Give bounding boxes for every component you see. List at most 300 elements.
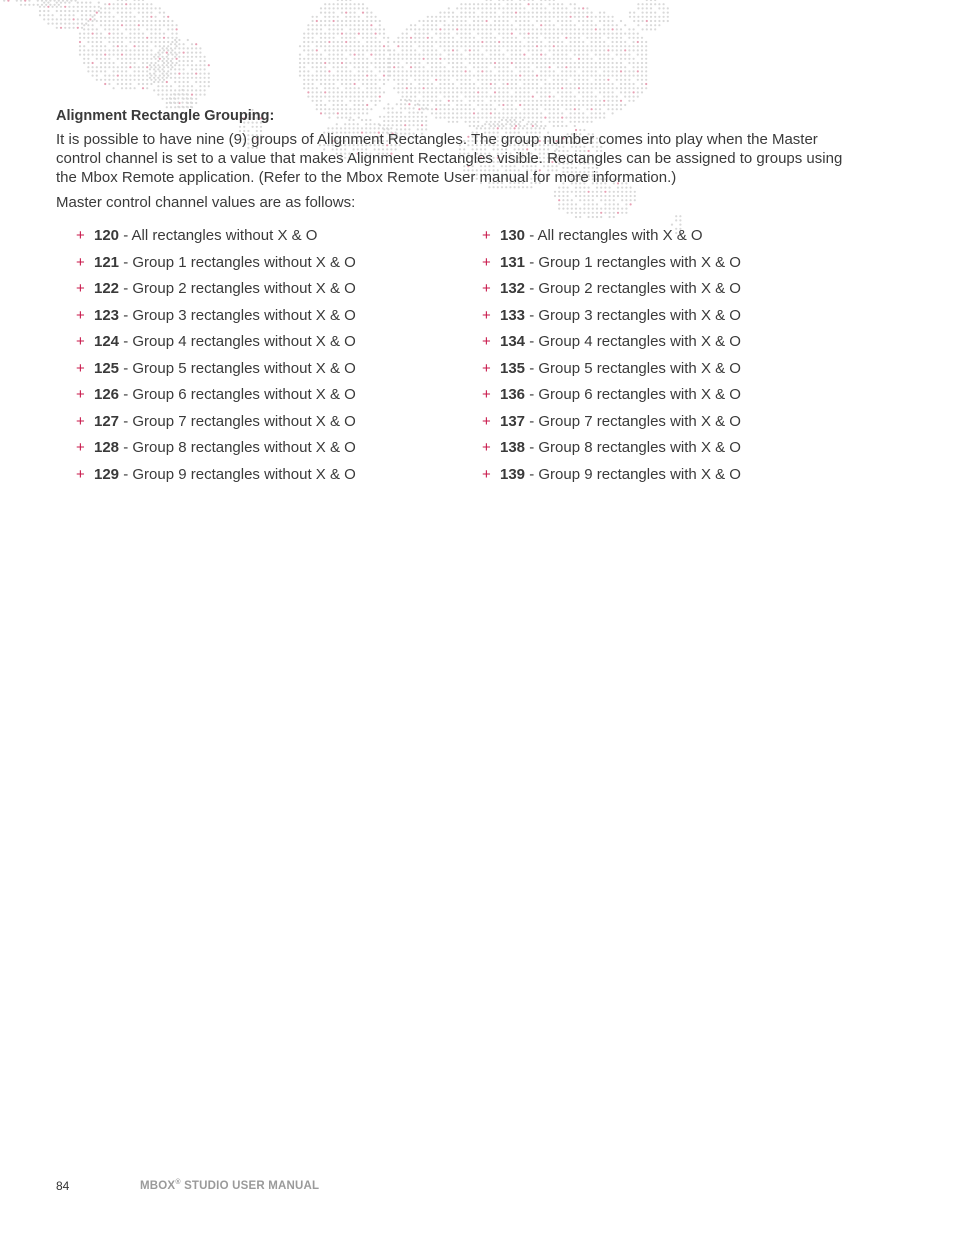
map-dot (337, 58, 339, 60)
map-dot (439, 20, 441, 22)
map-dot (191, 56, 193, 58)
map-dot (452, 87, 454, 89)
map-dot (418, 104, 420, 106)
map-dot (486, 96, 488, 98)
map-dot (469, 7, 471, 9)
map-dot (427, 20, 429, 22)
map-dot (362, 66, 364, 68)
map-dot (414, 24, 416, 26)
map-dot (444, 79, 446, 81)
map-dot (612, 83, 614, 85)
map-dot (612, 37, 614, 39)
map-dot (586, 33, 588, 35)
map-dot (333, 62, 335, 64)
map-dot (586, 66, 588, 68)
map-dot (324, 24, 326, 26)
map-dot (375, 49, 377, 51)
map-dot (121, 12, 123, 14)
map-dot (465, 49, 467, 51)
map-dot (397, 41, 399, 43)
map-dot (43, 18, 45, 20)
map-dot (477, 58, 479, 60)
map-dot (121, 79, 123, 81)
map-dot (345, 91, 347, 93)
map-dot (20, 0, 22, 2)
map-dot (570, 83, 572, 85)
map-dot (129, 83, 131, 85)
map-dot (406, 41, 408, 43)
map-dot (612, 45, 614, 47)
map-dot (561, 100, 563, 102)
map-dot (117, 49, 119, 51)
map-dot (150, 66, 152, 68)
map-dot (406, 96, 408, 98)
plus-bullet-icon: + (76, 386, 85, 403)
map-dot (477, 7, 479, 9)
map-dot (561, 20, 563, 22)
map-dot (199, 47, 201, 49)
map-dot (362, 49, 364, 51)
map-dot (125, 75, 127, 77)
map-dot (528, 0, 530, 1)
map-dot (641, 91, 643, 93)
map-dot (515, 7, 517, 9)
map-dot (354, 16, 356, 18)
map-dot (150, 54, 152, 56)
map-dot (333, 96, 335, 98)
map-dot (402, 58, 404, 60)
map-dot (146, 58, 148, 60)
map-dot (650, 0, 652, 1)
map-dot (515, 41, 517, 43)
map-dot (410, 70, 412, 72)
map-dot (515, 79, 517, 81)
map-dot (43, 10, 45, 12)
map-dot (460, 7, 462, 9)
map-dot (138, 12, 140, 14)
map-dot (507, 91, 509, 93)
map-dot (452, 83, 454, 85)
map-dot (345, 7, 347, 9)
map-dot (540, 62, 542, 64)
map-dot (176, 41, 178, 43)
map-dot (178, 81, 180, 83)
map-dot (366, 66, 368, 68)
map-dot (465, 75, 467, 77)
map-dot (452, 45, 454, 47)
map-dot (654, 0, 656, 1)
map-dot (163, 41, 165, 43)
map-dot (187, 64, 189, 66)
map-dot (515, 58, 517, 60)
map-dot (570, 41, 572, 43)
map-dot (125, 24, 127, 26)
map-dot (586, 83, 588, 85)
map-dot (83, 45, 85, 47)
map-dot (174, 64, 176, 66)
map-dot (515, 45, 517, 47)
map-dot (73, 18, 75, 20)
map-dot (490, 41, 492, 43)
map-dot (113, 7, 115, 9)
map-dot (121, 70, 123, 72)
map-dot (565, 49, 567, 51)
map-dot (125, 79, 127, 81)
map-dot (199, 89, 201, 91)
plus-bullet-icon: + (76, 439, 85, 456)
map-dot (561, 54, 563, 56)
map-dot (486, 0, 488, 1)
map-dot (96, 70, 98, 72)
map-dot (178, 47, 180, 49)
map-dot (528, 87, 530, 89)
map-dot (494, 12, 496, 14)
map-dot (565, 79, 567, 81)
map-dot (439, 54, 441, 56)
map-dot (486, 41, 488, 43)
map-dot (187, 52, 189, 54)
map-dot (320, 83, 322, 85)
map-dot (532, 62, 534, 64)
map-dot (507, 0, 509, 1)
map-dot (557, 100, 559, 102)
map-dot (414, 100, 416, 102)
value-description: - Group 4 rectangles without X & O (119, 333, 356, 350)
map-dot (490, 33, 492, 35)
map-dot (528, 66, 530, 68)
map-dot (163, 33, 165, 35)
map-dot (578, 79, 580, 81)
map-dot (358, 75, 360, 77)
map-dot (324, 70, 326, 72)
map-dot (523, 33, 525, 35)
map-dot (117, 54, 119, 56)
map-dot (603, 91, 605, 93)
map-dot (557, 33, 559, 35)
map-dot (341, 45, 343, 47)
map-dot (337, 0, 339, 1)
map-dot (582, 33, 584, 35)
map-dot (121, 24, 123, 26)
map-dot (616, 70, 618, 72)
map-dot (469, 96, 471, 98)
map-dot (595, 28, 597, 30)
map-dot (574, 104, 576, 106)
map-dot (150, 20, 152, 22)
map-dot (92, 70, 94, 72)
map-dot (628, 75, 630, 77)
map-dot (195, 43, 197, 45)
map-dot (448, 45, 450, 47)
map-dot (320, 37, 322, 39)
map-dot (414, 33, 416, 35)
map-dot (523, 0, 525, 1)
map-dot (586, 49, 588, 51)
map-dot (549, 12, 551, 14)
map-dot (586, 16, 588, 18)
map-dot (477, 16, 479, 18)
map-dot (448, 28, 450, 30)
map-dot (129, 37, 131, 39)
map-dot (448, 16, 450, 18)
map-dot (435, 54, 437, 56)
map-dot (328, 79, 330, 81)
map-dot (162, 98, 164, 100)
map-dot (64, 1, 66, 3)
map-dot (142, 0, 144, 1)
map-dot (595, 70, 597, 72)
map-dot (153, 56, 155, 58)
map-dot (134, 7, 136, 9)
map-dot (549, 83, 551, 85)
map-dot (574, 3, 576, 5)
map-dot (186, 93, 188, 95)
map-dot (333, 75, 335, 77)
map-dot (448, 41, 450, 43)
map-dot (60, 27, 62, 29)
map-dot (561, 62, 563, 64)
map-dot (366, 62, 368, 64)
map-dot (47, 1, 49, 3)
map-dot (349, 12, 351, 14)
map-dot (570, 70, 572, 72)
map-dot (354, 7, 356, 9)
map-dot (354, 41, 356, 43)
map-dot (486, 33, 488, 35)
map-dot (490, 16, 492, 18)
map-dot (129, 75, 131, 77)
map-dot (108, 58, 110, 60)
map-dot (406, 91, 408, 93)
map-dot (633, 62, 635, 64)
map-dot (620, 20, 622, 22)
map-dot (397, 87, 399, 89)
map-dot (612, 16, 614, 18)
map-dot (155, 62, 157, 64)
map-dot (544, 100, 546, 102)
map-dot (561, 12, 563, 14)
map-dot (117, 75, 119, 77)
map-dot (366, 79, 368, 81)
map-dot (507, 62, 509, 64)
map-dot (393, 66, 395, 68)
map-dot (393, 49, 395, 51)
map-dot (465, 12, 467, 14)
map-dot (312, 87, 314, 89)
map-dot (167, 70, 169, 72)
map-dot (523, 58, 525, 60)
map-dot (519, 100, 521, 102)
map-dot (153, 64, 155, 66)
map-dot (379, 24, 381, 26)
map-dot (337, 16, 339, 18)
map-dot (307, 58, 309, 60)
list-item (76, 253, 356, 280)
map-dot (121, 45, 123, 47)
map-dot (536, 100, 538, 102)
map-dot (379, 66, 381, 68)
map-dot (603, 54, 605, 56)
map-dot (456, 100, 458, 102)
map-dot (349, 79, 351, 81)
map-dot (362, 28, 364, 30)
map-dot (536, 79, 538, 81)
map-dot (170, 89, 172, 91)
map-dot (507, 104, 509, 106)
map-dot (157, 52, 159, 54)
map-dot (142, 41, 144, 43)
map-dot (565, 20, 567, 22)
value-code: 139 (500, 465, 526, 483)
map-dot (570, 66, 572, 68)
map-dot (54, 0, 56, 2)
map-dot (150, 83, 152, 85)
map-dot (379, 54, 381, 56)
map-dot (155, 20, 157, 22)
map-dot (431, 87, 433, 89)
map-dot (167, 16, 169, 18)
map-dot (507, 20, 509, 22)
map-dot (469, 45, 471, 47)
map-dot (150, 28, 152, 30)
map-dot (536, 83, 538, 85)
map-dot (570, 3, 572, 5)
map-dot (397, 58, 399, 60)
map-dot (465, 16, 467, 18)
map-dot (570, 12, 572, 14)
map-dot (208, 73, 210, 75)
map-dot (540, 28, 542, 30)
map-dot (574, 87, 576, 89)
map-dot (142, 75, 144, 77)
map-dot (183, 73, 185, 75)
map-dot (170, 52, 172, 54)
map-dot (177, 93, 179, 95)
map-dot (502, 16, 504, 18)
map-dot (448, 70, 450, 72)
map-dot (24, 0, 26, 2)
map-dot (159, 66, 161, 68)
value-code: 122 (94, 280, 120, 297)
value-description: - Group 5 rectangles without X & O (119, 359, 356, 377)
map-dot (490, 7, 492, 9)
map-dot (444, 91, 446, 93)
map-dot (511, 58, 513, 60)
map-dot (150, 41, 152, 43)
map-dot (523, 100, 525, 102)
map-dot (544, 24, 546, 26)
map-dot (383, 58, 385, 60)
map-dot (183, 47, 185, 49)
map-dot (108, 54, 110, 56)
map-dot (341, 37, 343, 39)
map-dot (456, 91, 458, 93)
map-dot (528, 70, 530, 72)
map-dot (519, 91, 521, 93)
map-dot (591, 41, 593, 43)
map-dot (146, 49, 148, 51)
map-dot (473, 49, 475, 51)
map-dot (452, 66, 454, 68)
map-dot (465, 79, 467, 81)
map-dot (469, 87, 471, 89)
map-dot (557, 12, 559, 14)
map-dot (414, 96, 416, 98)
map-dot (486, 49, 488, 51)
map-dot (383, 33, 385, 35)
map-dot (366, 87, 368, 89)
map-dot (612, 75, 614, 77)
map-dot (599, 54, 601, 56)
map-dot (43, 6, 45, 8)
map-dot (561, 75, 563, 77)
map-dot (553, 104, 555, 106)
map-dot (616, 33, 618, 35)
map-dot (121, 0, 123, 1)
map-dot (178, 89, 180, 91)
map-dot (358, 41, 360, 43)
map-dot (595, 75, 597, 77)
map-dot (574, 75, 576, 77)
map-dot (155, 41, 157, 43)
map-dot (307, 87, 309, 89)
map-dot (89, 10, 91, 12)
value-description: - All rectangles without X & O (119, 227, 318, 244)
map-dot (337, 33, 339, 35)
map-dot (460, 28, 462, 30)
map-dot (397, 79, 399, 81)
map-dot (349, 37, 351, 39)
map-dot (536, 58, 538, 60)
map-dot (490, 83, 492, 85)
map-dot (523, 91, 525, 93)
map-dot (507, 75, 509, 77)
plus-bullet-icon: + (482, 253, 491, 271)
map-dot (586, 100, 588, 102)
map-dot (574, 16, 576, 18)
map-dot (170, 68, 172, 70)
map-dot (439, 16, 441, 18)
map-dot (191, 73, 193, 75)
value-code: 124 (94, 333, 120, 350)
map-dot (354, 37, 356, 39)
map-dot (536, 28, 538, 30)
map-dot (553, 49, 555, 51)
map-dot (414, 104, 416, 106)
map-dot (502, 45, 504, 47)
map-dot (486, 24, 488, 26)
map-dot (599, 100, 601, 102)
list-item (76, 438, 356, 465)
map-dot (460, 91, 462, 93)
map-dot (456, 16, 458, 18)
map-dot (362, 62, 364, 64)
map-dot (113, 70, 115, 72)
map-dot (444, 75, 446, 77)
map-dot (178, 56, 180, 58)
map-dot (162, 85, 164, 87)
map-dot (586, 28, 588, 30)
map-dot (642, 16, 644, 18)
map-dot (570, 20, 572, 22)
map-dot (349, 100, 351, 102)
map-dot (199, 73, 201, 75)
map-dot (574, 62, 576, 64)
map-dot (341, 100, 343, 102)
map-dot (515, 28, 517, 30)
map-dot (561, 83, 563, 85)
map-dot (523, 87, 525, 89)
